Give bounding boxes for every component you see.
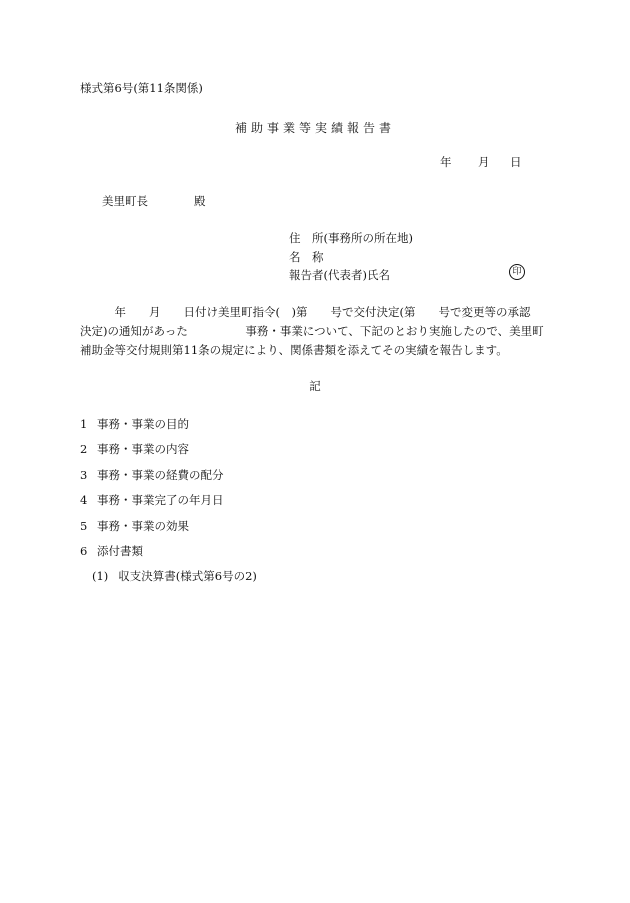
sub-item-number: (1): [92, 569, 109, 583]
addressee-name: 美里町長: [102, 194, 148, 208]
form-number: 様式第6号(第11条関係): [80, 81, 203, 95]
addressee-honorific: 殿: [194, 194, 206, 208]
sub-item: [92, 568, 257, 584]
item-number: 6: [80, 543, 88, 558]
seal-mark: 印: [509, 264, 525, 280]
item-text: 事務・事業の内容: [97, 442, 189, 457]
body-line: 年 月 日付け美里町指令( )第 号で交付決定(第 号で変更等の承認: [80, 305, 531, 319]
ki-heading: 記: [309, 379, 321, 393]
item-number: 2: [80, 442, 88, 457]
item-text: 事務・事業完了の年月日: [97, 493, 224, 508]
list-item: [80, 467, 224, 492]
list-item: [80, 543, 224, 568]
reporter-representative-label: 報告者(代表者)氏名: [289, 268, 390, 282]
date-year-label: 年: [440, 155, 452, 169]
item-text: 事務・事業の効果: [97, 518, 189, 533]
sub-item-text: 収支決算書(様式第6号の2): [118, 569, 257, 583]
item-text: 事務・事業の経費の配分: [97, 467, 224, 482]
list-item: [80, 492, 224, 517]
body-line: 補助金等交付規則第11条の規定により、関係書類を添えてその実績を報告します。: [80, 343, 508, 357]
document-title: 補助事業等実績報告書: [234, 121, 395, 135]
list-item: [80, 518, 224, 543]
list-item: [80, 441, 224, 466]
date-day-label: 日: [510, 155, 522, 169]
item-text: 事務・事業の目的: [97, 417, 189, 431]
item-number: 5: [80, 518, 88, 533]
reporter-address-label: 住 所(事務所の所在地): [289, 231, 413, 245]
reporter-name-label: 名 称: [289, 250, 324, 264]
date-month-label: 月: [478, 155, 490, 169]
body-line: 決定)の通知があった 事務・事業について、下記のとおり実施したので、美里町: [80, 324, 544, 338]
addressee: [102, 193, 206, 209]
report-body: [80, 303, 544, 360]
list-item: [80, 416, 224, 441]
item-number: 3: [80, 467, 88, 482]
item-text: 添付書類: [97, 543, 143, 558]
item-list: [80, 416, 224, 568]
item-number: 1: [80, 417, 88, 431]
item-number: 4: [80, 493, 88, 508]
